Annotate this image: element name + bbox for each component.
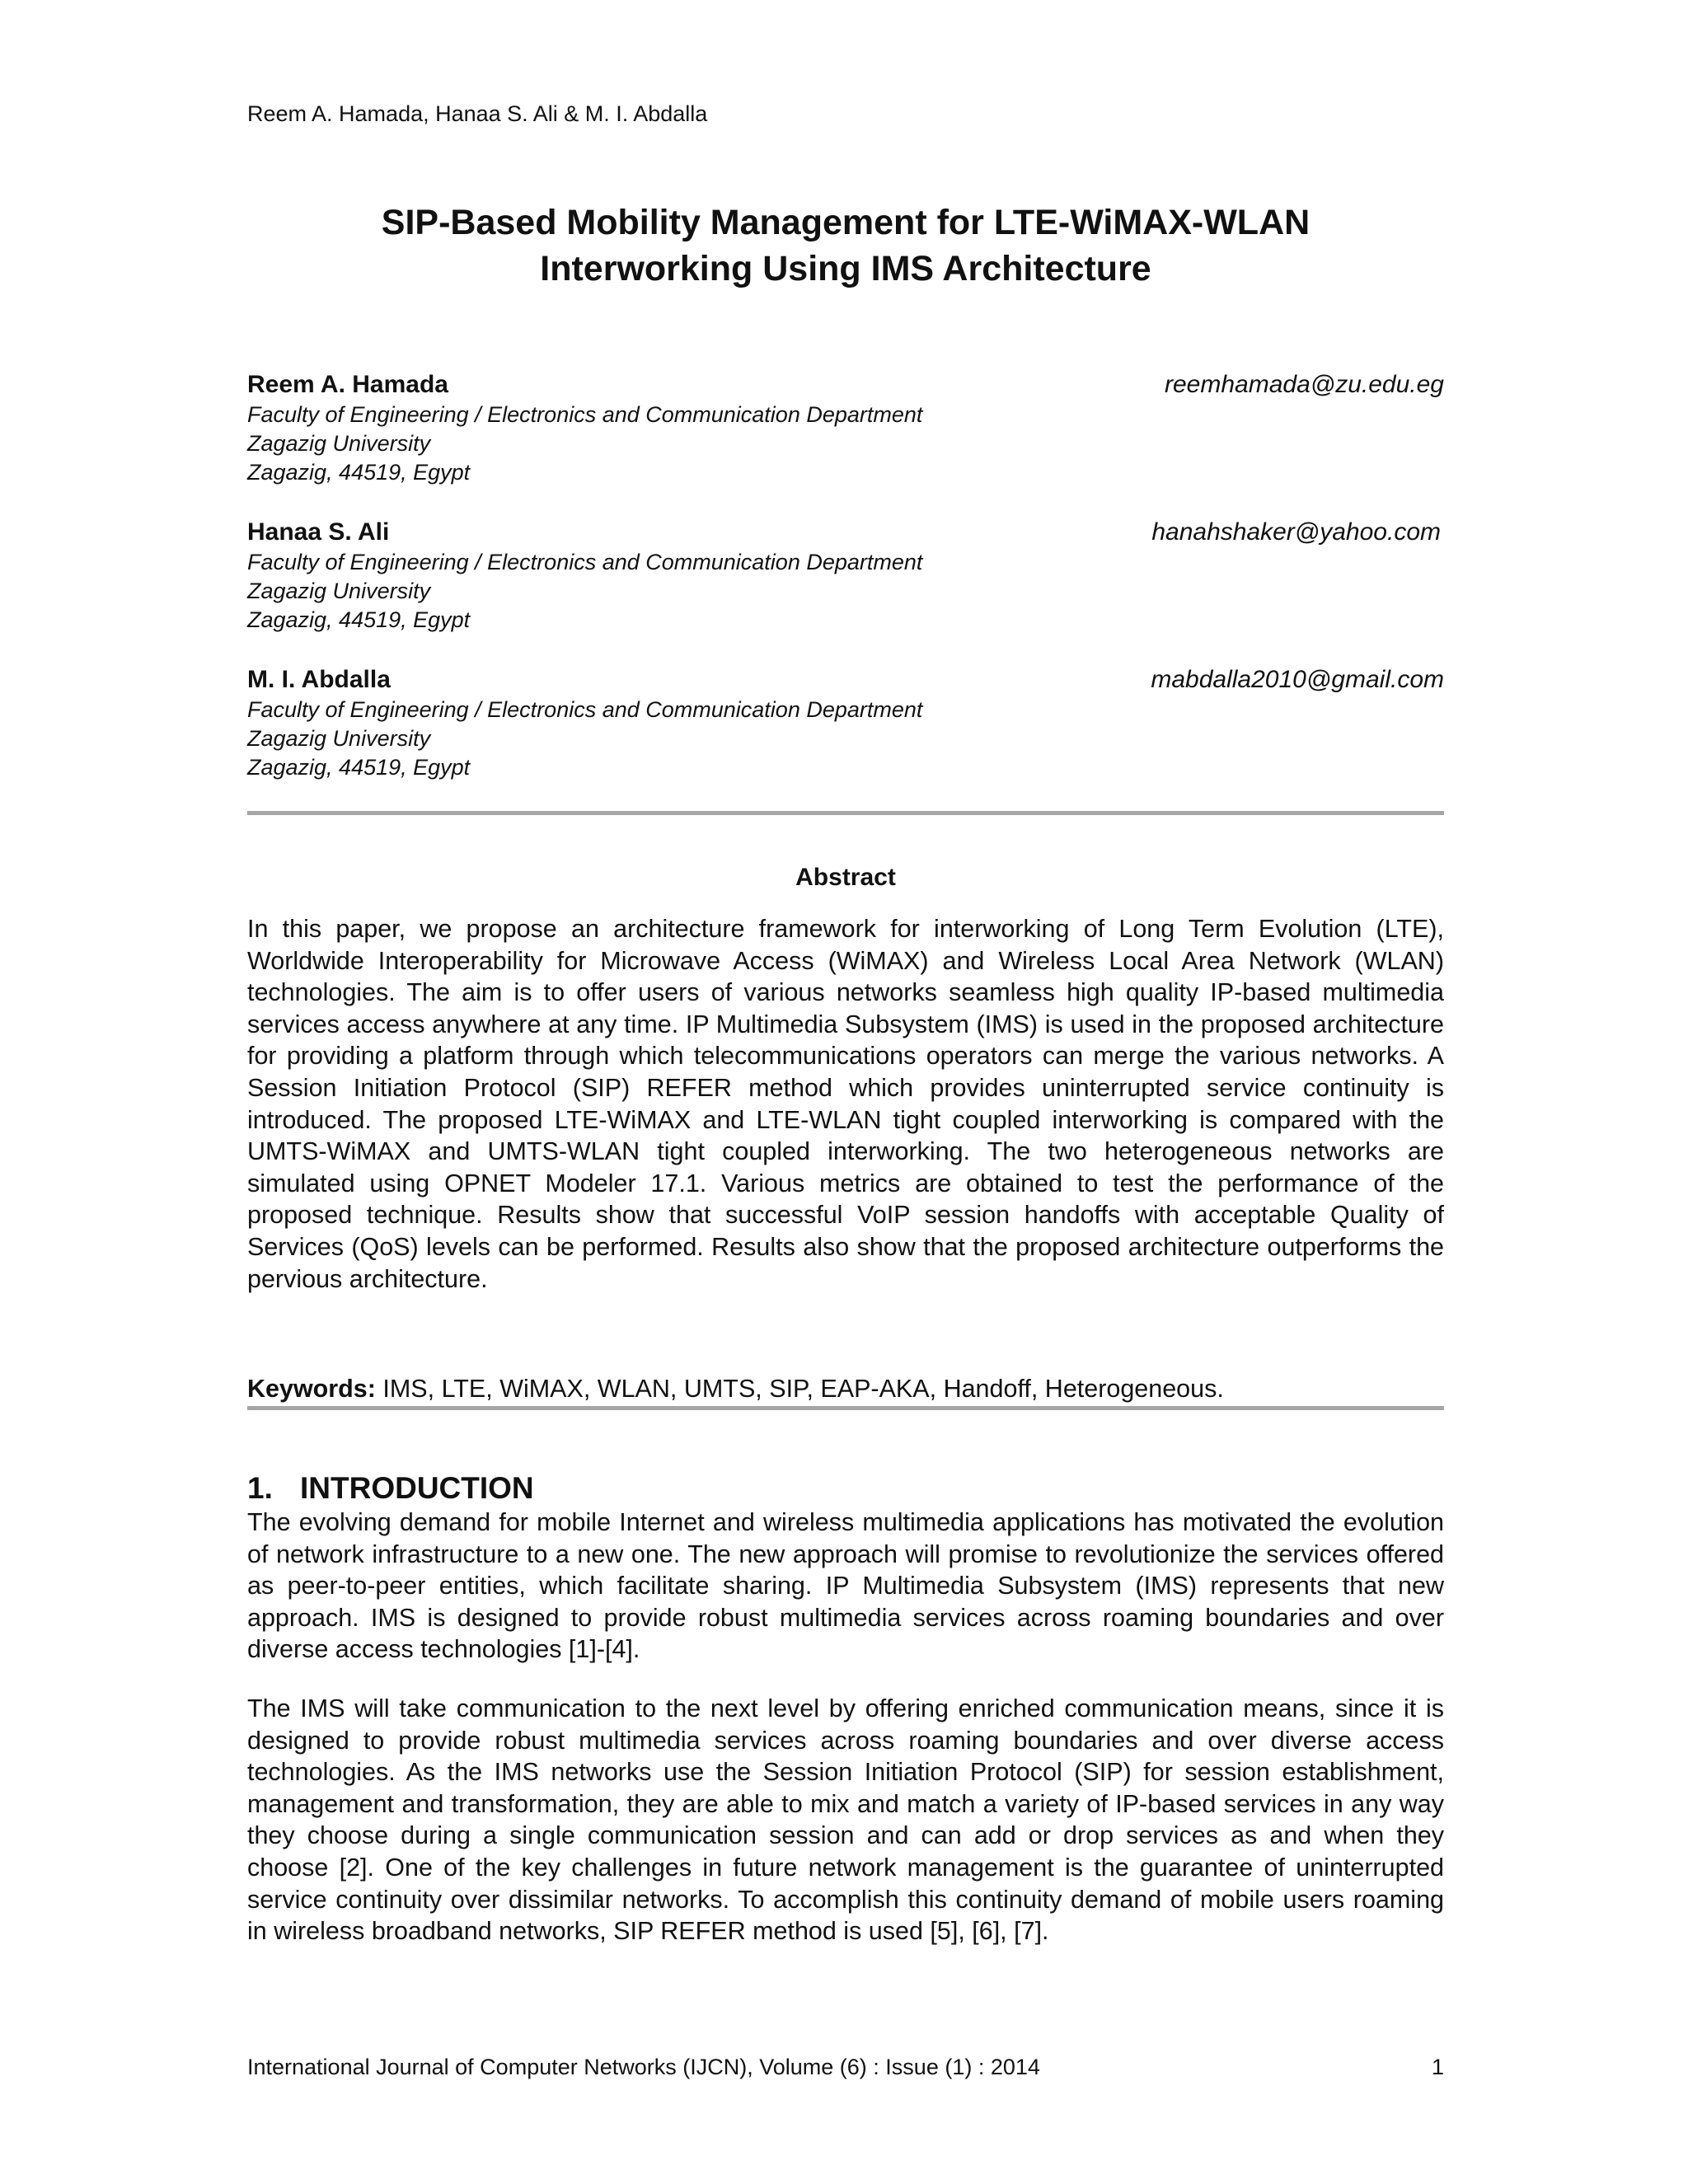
author-block-1 (247, 369, 1444, 487)
author-block-3 (247, 664, 1444, 782)
author-name: Reem A. Hamada (247, 371, 448, 398)
intro-paragraph-1: The evolving demand for mobile Internet and wireless multimedia applications has motivated the evolution of network infrastructure to a new one. The new approach will promise to revolutionize the services offered as peer-to-peer entities, which facilitate sharing. IP Multimedia Subsystem (IMS) represents that new approach. IMS is designed to provide robust multimedia services across roaming boundaries and over diverse access technologies [1]-[4]. (247, 1508, 1444, 1664)
keywords-text: IMS, LTE, WiMAX, WLAN, UMTS, SIP, EAP-AKA, Handoff, Heterogeneous. (375, 1375, 1224, 1403)
author-name: Hanaa S. Ali (247, 518, 390, 546)
paper-title (247, 199, 1444, 292)
running-header: Reem A. Hamada, Hanaa S. Ali & M. I. Abdalla (247, 101, 708, 126)
abstract-heading: Abstract (795, 864, 896, 891)
section-title: INTRODUCTION (300, 1471, 534, 1505)
author-affiliation-line: Zagazig, 44519, Egypt (247, 755, 471, 780)
author-email[interactable]: hanahshaker@yahoo.com (1151, 518, 1441, 546)
title-line-2: Interworking Using IMS Architecture (540, 249, 1151, 288)
abstract-text: In this paper, we propose an architecture framework for interworking of Long Term Evolution (LTE), Worldwide Interoperability for Microwave Access (WiMAX) and Wireless Local Area Network (WLAN) technologies. The aim is to offer users of various networks seamless high quality IP-based multimedia services access anywhere at any time. IP Multimedia Subsystem (IMS) is used in the proposed architecture for providing a platform through which telecommunications operators can merge the various networks. A Session Initiation Protocol (SIP) REFER method which provides uninterrupted service continuity is introduced. The proposed LTE-WiMAX and LTE-WLAN tight coupled interworking is compared with the UMTS-WiMAX and UMTS-WLAN tight coupled interworking. The two heterogeneous networks are simulated using OPNET Modeler 17.1. Various metrics are obtained to test the performance of the proposed technique. Results show that successful VoIP session handoffs with acceptable Quality of Services (QoS) levels can be performed. Results also show that the proposed architecture outperforms the pervious architecture. (247, 915, 1444, 1293)
author-email[interactable]: reemhamada@zu.edu.eg (1165, 371, 1444, 398)
author-affiliation-line: Zagazig University (247, 726, 431, 751)
page-number: 1 (1431, 2055, 1444, 2079)
author-affiliation-line: Faculty of Engineering / Electronics and Communication Department (247, 550, 923, 574)
author-affiliation-line: Zagazig, 44519, Egypt (247, 460, 471, 485)
section-heading-introduction (247, 1470, 534, 1507)
author-affiliation-line: Faculty of Engineering / Electronics and Communication Department (247, 402, 923, 427)
author-name: M. I. Abdalla (247, 666, 391, 693)
intro-paragraph-2: The IMS will take communication to the next level by offering enriched communication means, since it is designed to provide robust multimedia services across roaming boundaries and over diverse access technologies. As the IMS networks use the Session Initiation Protocol (SIP) for session establishment, management and transformation, they are able to mix and match a variety of IP-based services in any way they choose during a single communication session and can add or drop services as and when they choose [2]. One of the key challenges in future network management is the guarantee of uninterrupted service continuity over dissimilar networks. To accomplish this continuity demand of mobile users roaming in wireless broadband networks, SIP REFER method is used [5], [6], [7]. (247, 1694, 1444, 1946)
section-number: 1. (247, 1471, 273, 1505)
author-affiliation-line: Faculty of Engineering / Electronics and Communication Department (247, 697, 923, 722)
author-affiliation-line: Zagazig, 44519, Egypt (247, 607, 471, 632)
page-footer (247, 2052, 1444, 2082)
author-block-2 (247, 517, 1444, 635)
author-affiliation-line: Zagazig University (247, 579, 431, 603)
author-affiliation-line: Zagazig University (247, 431, 431, 456)
keywords-label: Keywords: (247, 1375, 376, 1403)
journal-citation: International Journal of Computer Networks (IJCN), Volume (6) : Issue (1) : 2014 (247, 2055, 1040, 2079)
title-line-1: SIP-Based Mobility Management for LTE-WiMAX-WLAN (381, 203, 1311, 242)
author-email[interactable]: mabdalla2010@gmail.com (1151, 666, 1444, 693)
divider-rule-bottom (247, 1406, 1444, 1410)
keywords-line (247, 1373, 1444, 1405)
divider-rule-top (247, 811, 1444, 815)
